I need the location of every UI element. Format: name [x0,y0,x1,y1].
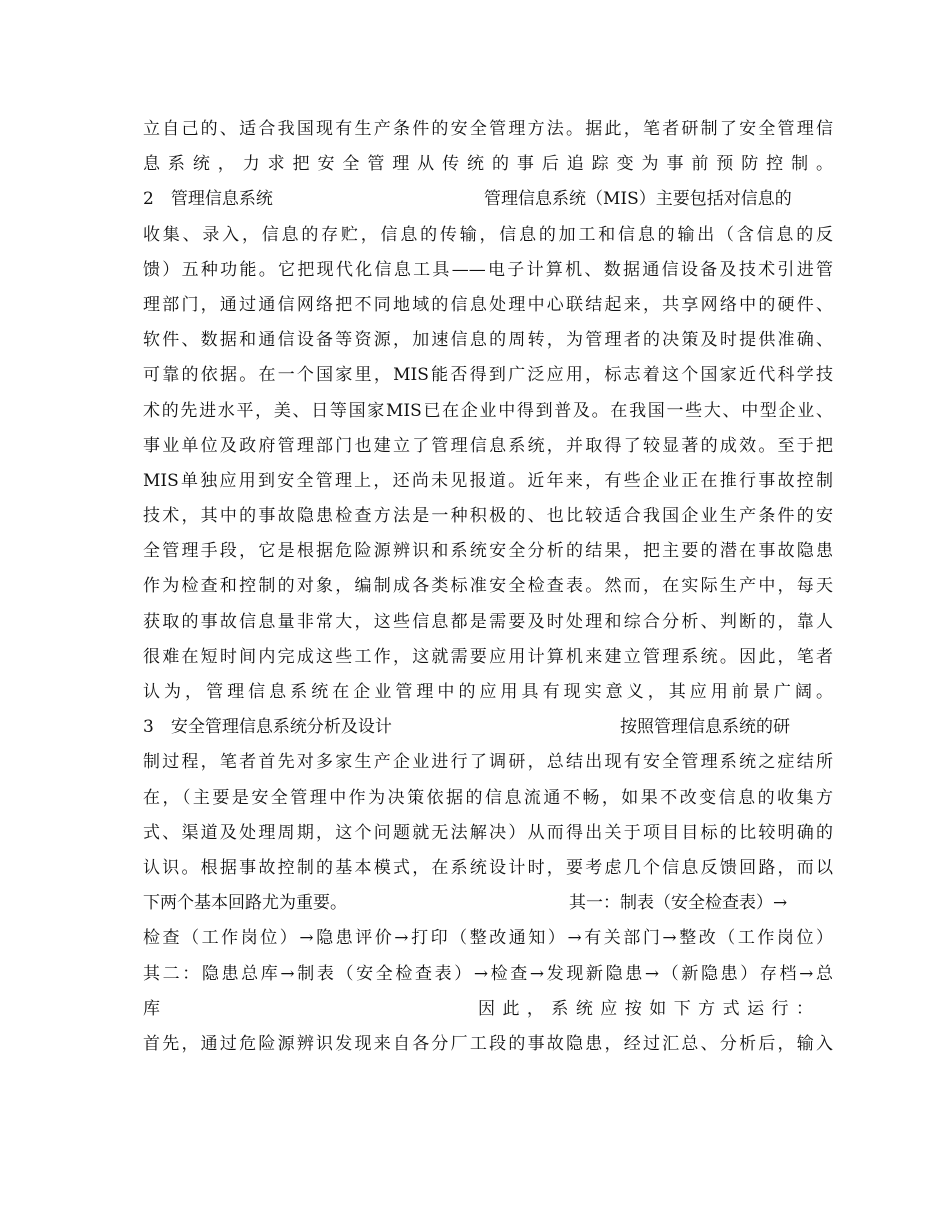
text-segment: 其一：制表（安全检查表）→ [569,893,788,914]
section-heading-line [143,710,833,745]
body-text [143,112,833,1062]
text-line: 式、渠道及处理周期，这个问题就无法解决）从而得出关于项目目标的比较明确的 [143,822,833,843]
text-line: 很难在短时间内完成这些工作，这就需要应用计算机来建立管理系统。因此，笔者 [143,646,833,667]
text-line: 认为，管理信息系统在企业管理中的应用具有现实意义，其应用前景广阔。 [143,682,833,702]
text-segment: 按照管理信息系统的研 [620,717,790,738]
text-line: 事业单位及政府管理部门也建立了管理信息系统，并取得了较显著的成效。至于把 [143,435,833,456]
text-line: 理部门，通过通信网络把不同地域的信息处理中心联结起来，共享网络中的硬件、 [143,294,833,315]
text-line: 其二：隐患总库→制表（安全检查表）→检查→发现新隐患→（新隐患）存档→总 [143,963,833,984]
section-heading: 3 安全管理信息系统分析及设计 [143,717,392,738]
text-line: 在，（主要是安全管理中作为决策依据的信息流通不畅，如果不改变信息的收集方 [143,787,833,808]
text-segment: 管理信息系统（MIS）主要包括对信息的 [484,189,792,210]
text-line: 制过程，笔者首先对多家生产企业进行了调研，总结出现有安全管理系统之症结所 [143,752,833,773]
text-line: 获取的事故信息量非常大，这些信息都是需要及时处理和综合分析、判断的，靠人 [143,611,833,632]
text-line: 息系统，力求把安全管理从传统的事后追踪变为事前预防控制。 [143,154,833,175]
text-line: 首先，通过危险源辨识发现来自各分厂工段的事故隐患，经过汇总、分析后，输入 [143,1033,833,1054]
text-line: MIS单独应用到安全管理上，还尚未见报道。近年来，有些企业正在推行事故控制 [143,470,833,491]
text-line: 立自己的、适合我国现有生产条件的安全管理方法。据此，笔者研制了安全管理信 [143,119,833,139]
text-line: 可靠的依据。在一个国家里，MIS能否得到广泛应用，标志着这个国家近代科学技 [143,365,833,386]
text-segment: 下两个基本回路尤为重要。 [143,893,347,914]
text-line: 术的先进水平，美、日等国家MIS已在企业中得到普及。在我国一些大、中型企业、 [143,400,833,421]
section-heading-line [143,182,833,217]
text-line: 检查（工作岗位）→隐患评价→打印（整改通知）→有关部门→整改（工作岗位） [143,928,833,949]
text-line: 软件、数据和通信设备等资源，加速信息的周转，为管理者的决策及时提供准确、 [143,330,833,351]
text-segment: 因此，系统应按如下方式运行： [478,998,813,1019]
text-line: 认识。根据事故控制的基本模式，在系统设计时，要考虑几个信息反馈回路，而以 [143,857,833,878]
text-line: 馈）五种功能。它把现代化信息工具——电子计算机、数据通信设备及技术引进管 [143,259,833,280]
text-segment: 库 [143,998,160,1019]
text-line [143,992,833,1027]
text-line [143,886,833,921]
section-heading: 2 管理信息系统 [143,189,273,210]
text-line: 全管理手段，它是根据危险源辨识和系统安全分析的结果，把主要的潜在事故隐患 [143,541,833,562]
text-line: 作为检查和控制的对象，编制成各类标准安全检查表。然而，在实际生产中，每天 [143,576,833,597]
text-line: 收集、录入，信息的存贮，信息的传输，信息的加工和信息的输出（含信息的反 [143,224,833,245]
text-line: 技术，其中的事故隐患检查方法是一种积极的、也比较适合我国企业生产条件的安 [143,506,833,527]
